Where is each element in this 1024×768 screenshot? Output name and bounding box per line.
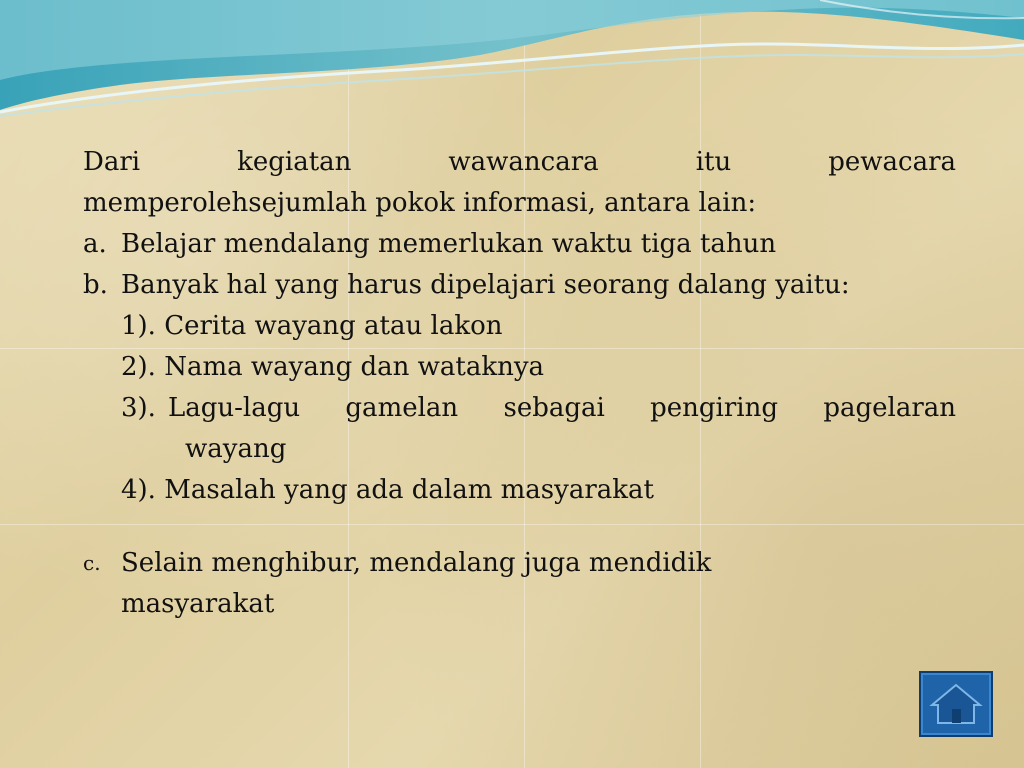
sub-item-number: 2).: [121, 352, 156, 382]
sub-item-text: Lagu-lagu gamelan sebagai pengiring pagelaran: [167, 393, 956, 423]
sub-item-text: Nama wayang dan wataknya: [164, 352, 545, 382]
list-marker: b.: [83, 270, 108, 300]
list-item-b: [83, 265, 956, 306]
sub-item-1: [83, 306, 956, 347]
sub-item-number: 3).: [121, 393, 156, 423]
sub-item-3-continuation: wayang: [185, 434, 287, 464]
list-item-c-continuation: masyarakat: [121, 589, 275, 619]
sub-item-text: Masalah yang ada dalam masyarakat: [164, 475, 654, 505]
home-button[interactable]: [919, 671, 993, 737]
list-marker: a.: [83, 229, 107, 259]
list-marker: c.: [83, 551, 101, 575]
sub-item-number: 1).: [121, 311, 156, 341]
sub-item-number: 4).: [121, 475, 156, 505]
wave-decoration: [0, 0, 1024, 120]
list-item-text: Banyak hal yang harus dipelajari seorang dalang yaitu:: [121, 270, 850, 300]
intro-line-1: Dari kegiatan wawancara itu pewacara: [83, 147, 956, 177]
list-item-a: [83, 224, 956, 265]
sub-item-text: Cerita wayang atau lakon: [164, 311, 503, 341]
intro-line-2: memperolehsejumlah pokok informasi, antara lain:: [83, 188, 757, 218]
home-icon: [928, 681, 984, 727]
list-item-c: [83, 543, 956, 584]
list-item-text: Belajar mendalang memerlukan waktu tiga tahun: [121, 229, 777, 259]
slide-body: [83, 142, 956, 625]
sub-item-4: [83, 470, 956, 511]
list-item-text: Selain menghibur, mendalang juga mendidik: [121, 548, 712, 578]
sub-item-3: [83, 388, 956, 429]
sub-item-2: [83, 347, 956, 388]
